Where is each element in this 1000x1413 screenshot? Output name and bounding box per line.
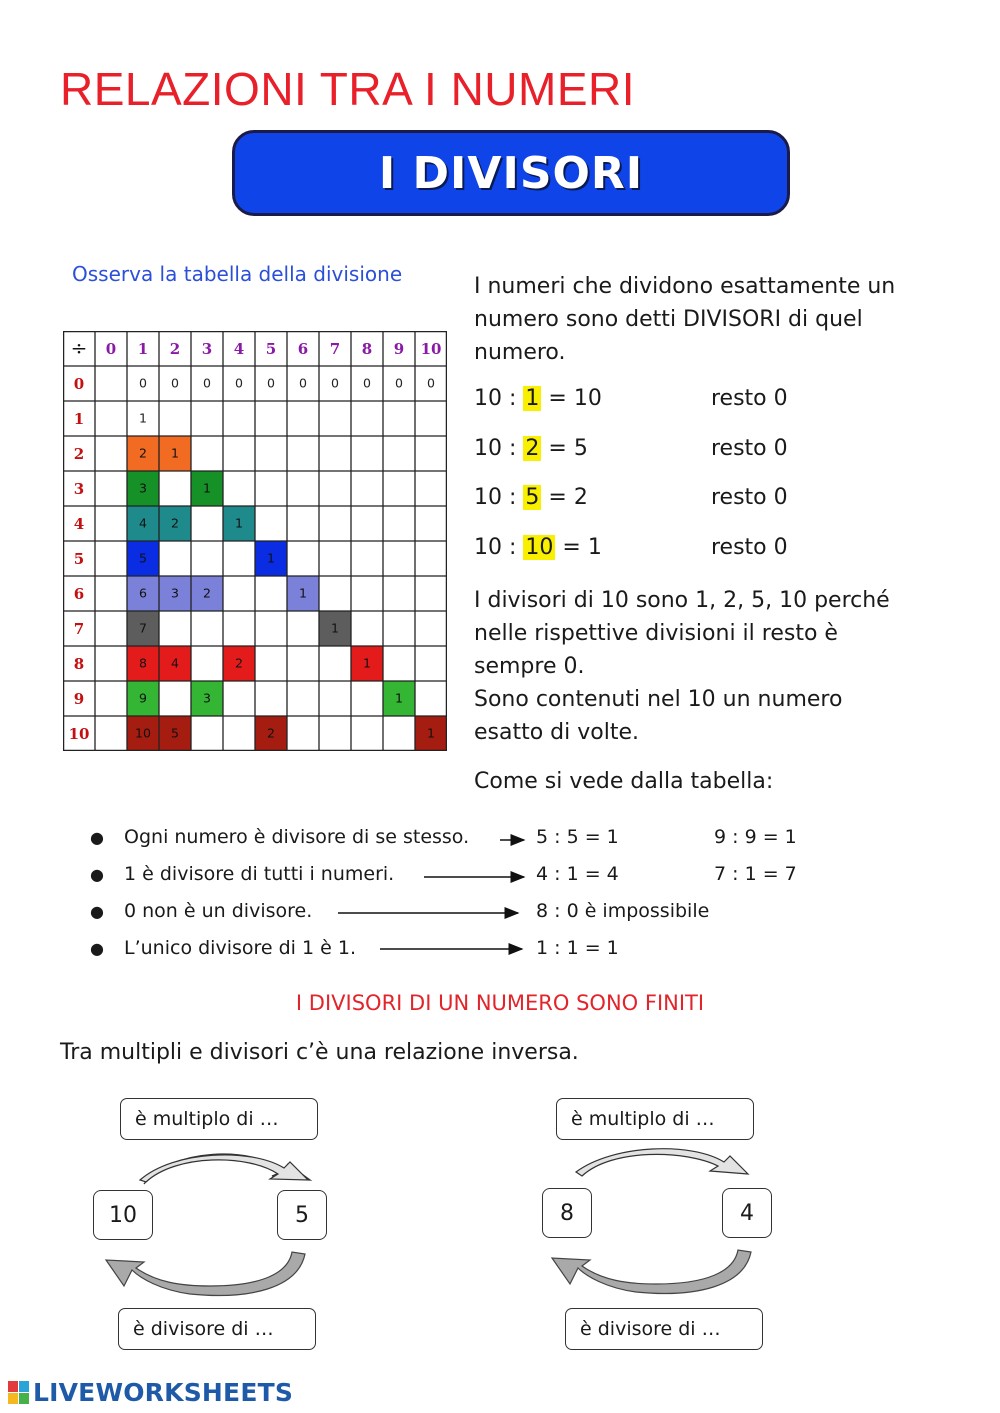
number-box: 4 (722, 1188, 772, 1238)
table-cell-value: 2 (139, 445, 147, 461)
dividend: 10 : (474, 436, 524, 461)
table-cell-value: 1 (299, 585, 307, 601)
example-equation: 1 : 1 = 1 (536, 937, 619, 959)
intro-text (474, 270, 895, 369)
row-label: 5 (73, 550, 85, 569)
table-cell-value: 1 (363, 655, 371, 671)
liveworksheets-logo-icon (8, 1381, 30, 1405)
table-cell-value: 5 (171, 725, 179, 741)
table-cell-value: 7 (139, 620, 147, 636)
row-label: 0 (73, 375, 85, 394)
inverse-statement: Tra multipli e divisori c’è una relazione inversa. (60, 1040, 579, 1065)
column-header: 2 (169, 340, 181, 359)
row-label: 3 (73, 480, 85, 499)
cycle-arrows (100, 1148, 320, 1308)
division-example (474, 485, 588, 510)
column-header: 5 (265, 340, 277, 359)
table-cell-value: 0 (363, 375, 371, 391)
quotient: = 10 (541, 386, 602, 411)
quotient: = 5 (541, 436, 588, 461)
example-equation: 5 : 5 = 1 (536, 826, 619, 848)
highlighted-divisor: 5 (525, 485, 540, 510)
table-cell-value: 4 (171, 655, 179, 671)
table-cell-value: 3 (139, 480, 147, 496)
explanation-line: Sono contenuti nel 10 un numero (474, 687, 843, 712)
example-equation: 8 : 0 è impossibile (536, 900, 710, 922)
row-label: 10 (68, 725, 90, 744)
division-example (474, 436, 588, 461)
page-title: RELAZIONI TRA I NUMERI (60, 63, 636, 115)
table-cell-value: 1 (235, 515, 243, 531)
table-cell-value: 10 (135, 725, 151, 741)
highlighted-divisor: 2 (525, 436, 540, 461)
column-header: 9 (393, 340, 405, 359)
example-equation: 7 : 1 = 7 (714, 863, 797, 885)
row-label: 8 (73, 655, 85, 674)
table-cell-value: 6 (139, 585, 147, 601)
table-cell-value: 3 (203, 690, 211, 706)
table-cell-value: 0 (395, 375, 403, 391)
table-cell-value: 2 (203, 585, 211, 601)
bullet-dot: ● (90, 828, 104, 847)
number-box: 10 (93, 1190, 153, 1240)
quotient: = 1 (555, 535, 602, 560)
table-cell-value: 1 (395, 690, 403, 706)
column-header: 3 (201, 340, 213, 359)
highlighted-divisor: 1 (525, 386, 540, 411)
table-caption: Osserva la tabella della divisione (72, 262, 403, 286)
division-table (63, 331, 447, 751)
dividend: 10 : (474, 386, 524, 411)
bullet-dot: ● (90, 902, 104, 921)
remainder-text: resto 0 (711, 485, 788, 510)
explanation-line: nelle rispettive divisioni il resto è (474, 621, 838, 646)
table-cell-value: 5 (139, 550, 147, 566)
table-cell-value: 4 (139, 515, 147, 531)
bullet-text: L’unico divisore di 1 è 1. (124, 937, 356, 959)
highlighted-divisor: 10 (525, 535, 554, 560)
intro-line: numero. (474, 340, 566, 365)
explanation-line: sempre 0. (474, 654, 585, 679)
footer-text: LIVEWORKSHEETS (33, 1378, 294, 1407)
table-cell-value: 3 (171, 585, 179, 601)
column-header: 1 (137, 340, 149, 359)
table-cell-value: 2 (235, 655, 243, 671)
table-cell-value: 8 (139, 655, 147, 671)
table-cell-value: 0 (299, 375, 307, 391)
example-equation: 9 : 9 = 1 (714, 826, 797, 848)
row-label: 2 (73, 445, 85, 464)
topic-banner (232, 130, 790, 216)
bullet-arrows (0, 820, 540, 960)
column-header: 7 (329, 340, 341, 359)
bullet-text: 0 non è un divisore. (124, 900, 313, 922)
row-label: 4 (73, 515, 85, 534)
remainder-text: resto 0 (711, 386, 788, 411)
column-header: 4 (233, 340, 245, 359)
row-label: 9 (73, 690, 85, 709)
row-label: 7 (73, 620, 85, 639)
row-label: 6 (73, 585, 85, 604)
divisor-of-box: è divisore di … (118, 1308, 316, 1350)
table-cell-value: 1 (139, 410, 147, 426)
curved-arrow-icon (106, 1252, 305, 1295)
table-cell-value: 9 (139, 690, 147, 706)
table-cell-value: 0 (235, 375, 243, 391)
table-cell-value: 1 (427, 725, 435, 741)
finite-statement: I DIVISORI DI UN NUMERO SONO FINITI (295, 991, 705, 1015)
table-cell-value: 1 (171, 445, 179, 461)
bullet-dot: ● (90, 939, 104, 958)
table-cell-value: 1 (331, 620, 339, 636)
intro-line: I numeri che dividono esattamente un (474, 274, 896, 299)
column-header: 10 (420, 340, 442, 359)
quotient: = 2 (541, 485, 588, 510)
table-cell-value: 2 (267, 725, 275, 741)
number-box: 8 (542, 1188, 592, 1238)
dividend: 10 : (474, 485, 524, 510)
column-header: 8 (361, 340, 373, 359)
column-header: 6 (297, 340, 309, 359)
cycle-arrows (546, 1146, 766, 1306)
divisor-of-box: è divisore di … (565, 1308, 763, 1350)
banner-text: I DIVISORI (378, 147, 644, 199)
table-cell-value: 0 (139, 375, 147, 391)
row-label: 1 (73, 410, 85, 429)
table-cell-value: 0 (331, 375, 339, 391)
explanation-line: I divisori di 10 sono 1, 2, 5, 10 perché (474, 588, 890, 613)
table-cell-value: 1 (203, 480, 211, 496)
number-box: 5 (277, 1190, 327, 1240)
see-table-text: Come si vede dalla tabella: (474, 769, 774, 794)
curved-arrow-icon (552, 1250, 751, 1293)
remainder-text: resto 0 (711, 436, 788, 461)
curved-arrow-icon (576, 1149, 748, 1176)
table-cell-value: 1 (267, 550, 275, 566)
division-example (474, 535, 602, 560)
multiple-of-box: è multiplo di … (120, 1098, 318, 1140)
table-cell-value: 0 (171, 375, 179, 391)
table-cell-value: 2 (171, 515, 179, 531)
explanation-line: esatto di volte. (474, 720, 639, 745)
column-header: 0 (105, 340, 117, 359)
table-cell-value: 0 (427, 375, 435, 391)
bullet-dot: ● (90, 865, 104, 884)
dividend: 10 : (474, 535, 524, 560)
division-symbol: ÷ (70, 335, 88, 360)
multiple-of-box: è multiplo di … (556, 1098, 754, 1140)
table-cell-value: 0 (267, 375, 275, 391)
intro-line: numero sono detti DIVISORI di quel (474, 307, 863, 332)
remainder-text: resto 0 (711, 535, 788, 560)
division-table-grid (63, 331, 447, 751)
footer-brand (8, 1378, 293, 1407)
bullet-text: 1 è divisore di tutti i numeri. (124, 863, 395, 885)
table-cell-value: 0 (203, 375, 211, 391)
division-example (474, 386, 602, 411)
curved-arrow-icon (140, 1155, 308, 1182)
bullet-text: Ogni numero è divisore di se stesso. (124, 826, 470, 848)
explanation-text (474, 584, 890, 749)
example-equation: 4 : 1 = 4 (536, 863, 619, 885)
